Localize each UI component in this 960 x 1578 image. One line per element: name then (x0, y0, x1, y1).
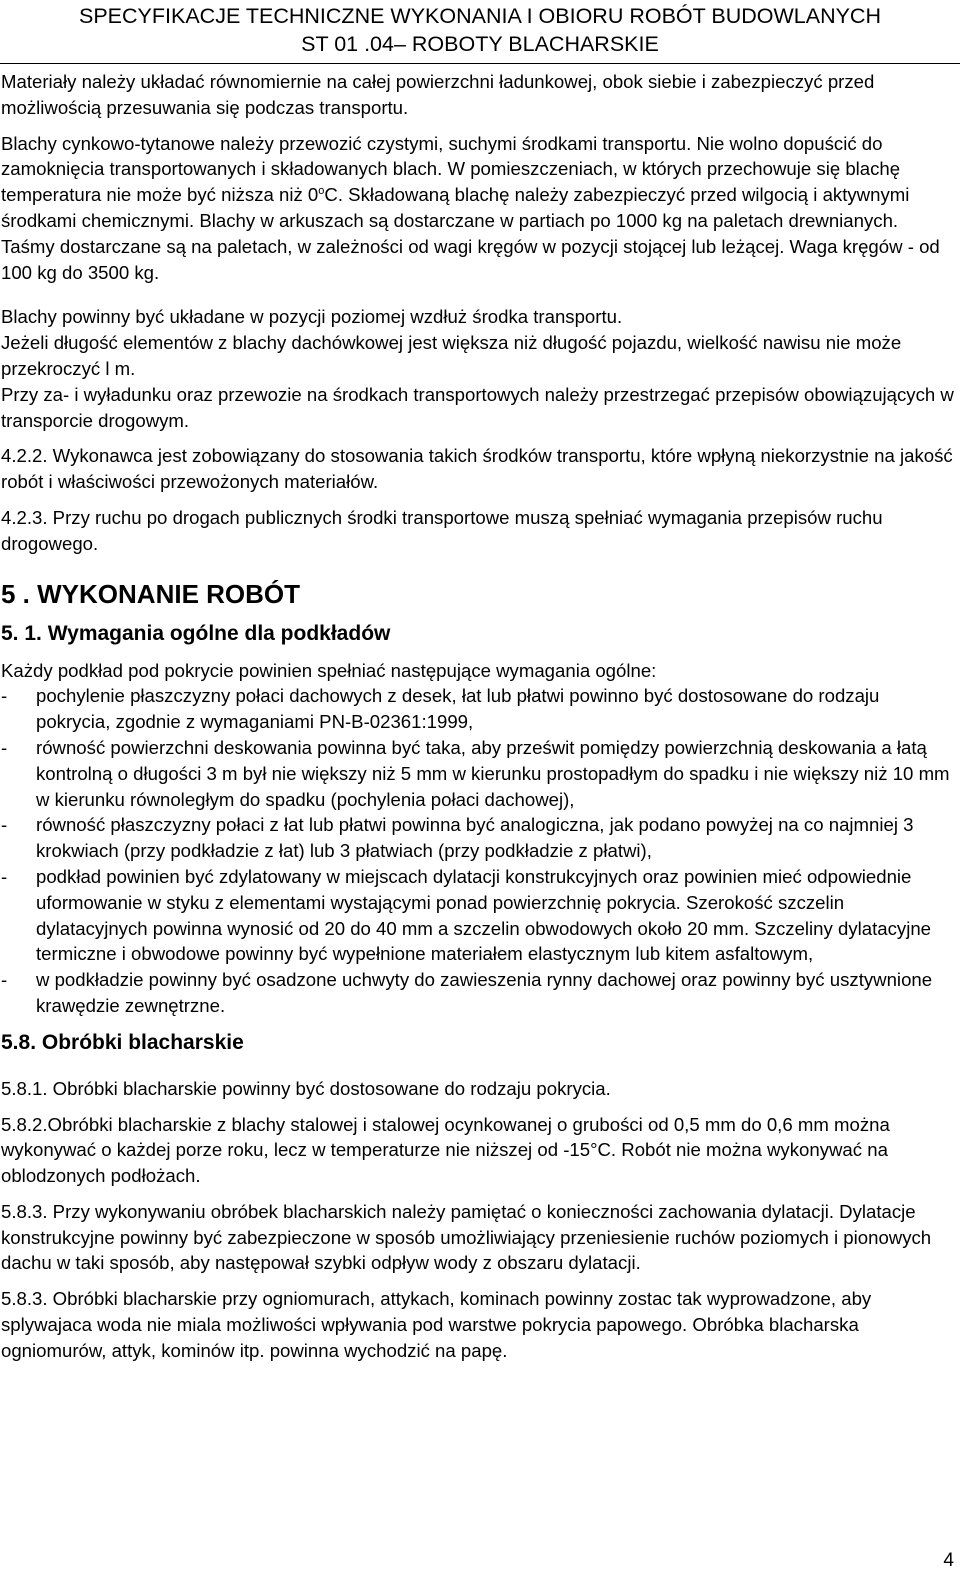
dash-marker: - (1, 969, 8, 991)
paragraph-horizontal: Blachy powinny być układane w pozycji poziomej wzdłuż środka transportu. (1, 306, 623, 328)
paragraph-5-8-1: 5.8.1. Obróbki blacharskie powinny być dostosowane do rodzaju pokrycia. (1, 1077, 611, 1099)
list-item-text: podkład powinien być zdylatowany w miejscach dylatacji konstrukcyjnych oraz powinien mieć odpowiednie uformowanie w styku z elementami wystającymi ponad powierzchnię pokrycia. Szerokość szczelin dylatacyjnych powinna wynosić od 20 do 40 mm a szczelin obwodowych około 20 mm. Szczeliny dylatacyjne termiczne i obwodowe powinny być wypełnione materiałem elastycznym lub kitem asfaltowym, (36, 865, 932, 965)
header-title: SPECYFIKACJE TECHNICZNE WYKONANIA I OBIORU ROBÓT BUDOWLANYCH (79, 4, 881, 28)
document-header (0, 0, 960, 64)
paragraph-overhang: Jeżeli długość elementów z blachy dachówkowej jest większa niż długość pojazdu, wielkość nawisu nie może przekroczyć l m. (1, 332, 902, 379)
paragraph-5-8-3b: 5.8.3. Obróbki blacharskie przy ogniomurach, attykach, kominach powinny zostac tak wyprowadzone, aby splywajaca woda nie miala możliwości wpływania pod warstwe pokrycia papowego. Obróbka blacharska ogniomurów, attyk, kominów itp. powinna wychodzić na papę. (1, 1288, 872, 1361)
paragraph-zinc-titanium (1, 131, 956, 286)
paragraph-zinc-titanium-part2: C. Składowaną blachę należy zabezpieczyć przed wilgocią i aktywnymi środkami chemicznymi. Blachy w arkuszach są dostarczane w partiach po 1000 kg na paletach drewnianych. Taśmy dostarczane są na paletach, w zależności od wagi kręgów w pozycji stojącej lub leżącej. Waga kręgów - od 100 kg do 3500 kg. (1, 184, 940, 283)
paragraph-road-rules: Przy za- i wyładunku oraz przewozie na środkach transportowych należy przestrzegać przepisów obowiązujących w transporcie drogowym. (1, 383, 954, 431)
section-5-1-intro: Każdy podkład pod pokrycie powinien spełniać następujące wymagania ogólne: (1, 659, 657, 681)
paragraph-loading: Materiały należy układać równomiernie na całej powierzchni ładunkowej, obok siebie i zabezpieczyć przed możliwością przesuwania się podczas transportu. (1, 71, 875, 118)
section-5-1-heading: 5. 1. Wymagania ogólne dla podkładów (1, 621, 391, 645)
list-item (1, 735, 956, 812)
requirements-list (1, 683, 956, 1018)
dash-marker: - (1, 865, 8, 887)
dash-marker: - (1, 814, 8, 836)
dash-marker: - (1, 736, 8, 758)
list-item (1, 812, 956, 864)
header-divider (0, 63, 960, 64)
list-item-text: pochylenie płaszczyzny połaci dachowych z desek, łat lub płatwi powinno być dostosowane do rodzaju pokrycia, zgodnie z wymaganiami PN-B-02361:1999, (36, 685, 880, 733)
header-subtitle: ST 01 .04– ROBOTY BLACHARSKIE (301, 32, 659, 56)
list-item (1, 864, 956, 967)
page-number: 4 (943, 1550, 954, 1571)
section-5-heading: 5 . WYKONANIE ROBÓT (1, 578, 301, 609)
paragraph-5-8-2: 5.8.2.Obróbki blacharskie z blachy stalowej i stalowej ocynkowanej o grubości od 0,5 mm do 0,6 mm można wykonywać o każdej porze roku, lecz w temperaturze nie niższej od -15°C. Robót nie można wykonywać na oblodzonych podłożach. (1, 1113, 890, 1187)
paragraph-4-2-3: 4.2.3. Przy ruchu po drogach publicznych środki transportowe muszą spełniać wymagania przepisów ruchu drogowego. (1, 506, 883, 554)
document-body (1, 69, 956, 1364)
list-item (1, 967, 956, 1019)
degree-superscript: o (318, 185, 325, 198)
paragraph-5-8-3a: 5.8.3. Przy wykonywaniu obróbek blacharskich należy pamiętać o konieczności zachowania dylatacji. Dylatacje konstrukcyjne powinny być zabezpieczone w sposób umożliwiający przeniesienie ruchów poziomych i pionowych dachu w taki sposób, aby następował szybki odpływ wody z obszaru dylatacji. (1, 1200, 932, 1274)
paragraph-4-2-2: 4.2.2. Wykonawca jest zobowiązany do stosowania takich środków transportu, które wpłyną niekorzystnie na jakość robót i właściwości przewożonych materiałów. (1, 445, 953, 493)
dash-marker: - (1, 685, 8, 707)
list-item-text: równość powierzchni deskowania powinna być taka, aby prześwit pomiędzy powierzchnią deskowania a łatą kontrolną o długości 3 m był nie większy niż 5 mm w kierunku prostopadłym do spadku i nie większy niż 10 mm w kierunku równoległym do spadku (pochylenia połaci dachowej), (36, 736, 950, 810)
list-item-text: w podkładzie powinny być osadzone uchwyty do zawieszenia rynny dachowej oraz powinny być usztywnione krawędzie zewnętrzne. (36, 969, 933, 1016)
list-item (1, 683, 956, 735)
section-5-8-heading: 5.8. Obróbki blacharskie (1, 1030, 244, 1054)
list-item-text: równość płaszczyzny połaci z łat lub płatwi powinna być analogiczna, jak podano powyżej na co najmniej 3 krokwiach (przy podkładzie z łat) lub 3 płatwiach (przy podkładzie z płatwi), (36, 814, 914, 862)
paragraph-zinc-titanium-part1: Blachy cynkowo-tytanowe należy przewozić czystymi, suchymi środkami transportu. Nie wolno dopuścić do zamoknięcia transportowanych i składowanych blach. W pomieszczeniach, w których przechowuje się blachę temperatura nie może być niższa niż 0 (1, 132, 901, 206)
